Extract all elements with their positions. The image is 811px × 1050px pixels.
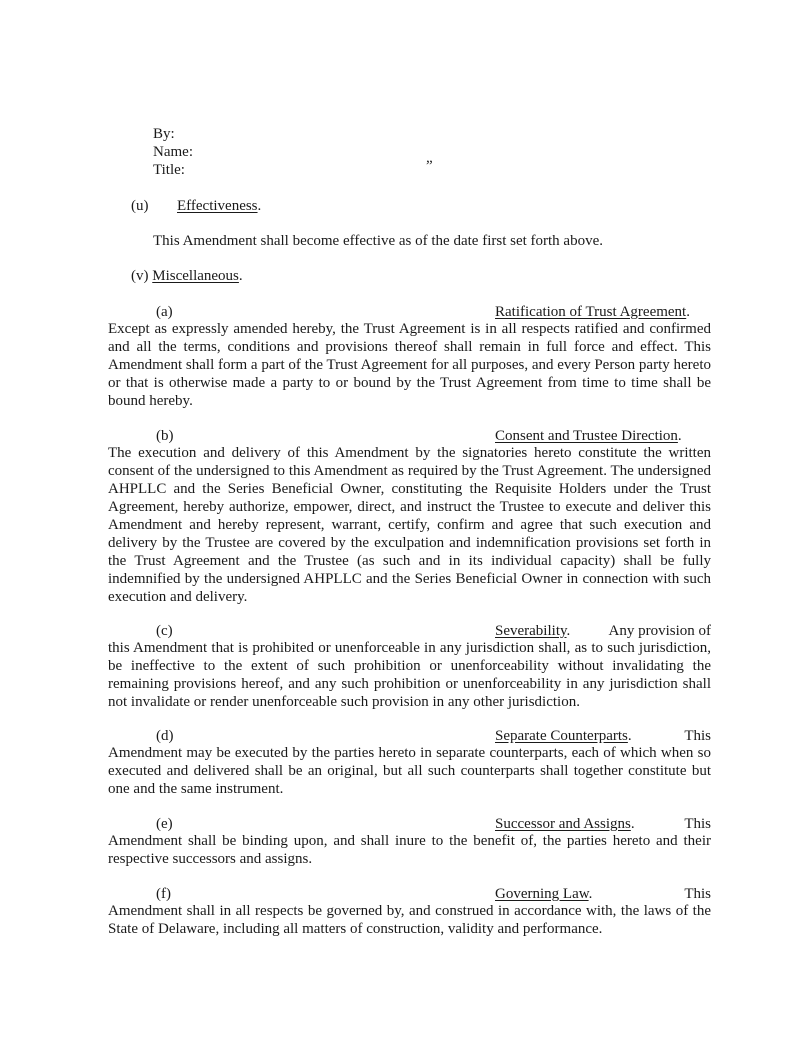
subsection-d-title-punct: .	[627, 728, 632, 744]
subsection-a-title: Ratification of Trust Agreement	[495, 304, 687, 320]
subsection-b-body: The execution and delivery of this Amendment by the signatories hereto constitute the written consent of the undersigned to this Amendment as required by the Trust Agreement. The undersigned AHPLLC and the Series Beneficial Owner, constituting the Requisite Holders under the Trust Agreement, hereby authorize, empower, direct, and instruct the Trustee to execute and deliver this Amendment and hereby represent, warrant, certify, confirm and agree that such execution and delivery by the Trustee are covered by the exculpation and indemnification provisions set forth in the Trust Agreement and the Trustee (as such and in its individual capacity) shall be fully indemnified by the undersigned AHPLLC and the Series Beneficial Owner in connection with such execution and delivery.	[108, 445, 711, 605]
section-v-heading-text: Miscellaneous	[152, 268, 239, 284]
subsection-a-label: (a)	[156, 304, 173, 320]
subsection-e-heading	[108, 815, 711, 833]
subsection-f-tail: This	[684, 886, 711, 902]
section-u-heading	[177, 197, 261, 215]
subsection-d-body: Amendment may be executed by the parties hereto in separate counterparts, each of which when so executed and delivered shall be an original, but all such counterparts shall together constitute but one and the same instrument.	[108, 745, 711, 797]
subsection-c-tail: Any provision of	[608, 623, 711, 639]
subsection-b-label: (b)	[156, 428, 174, 444]
subsection-c-heading	[108, 622, 711, 640]
subsection-d-title: Separate Counterparts	[495, 728, 628, 744]
subsection-a-heading	[108, 303, 711, 321]
subsection-f-title-punct: .	[588, 886, 593, 902]
subsection-e-title-wrap	[495, 815, 635, 833]
by-label: By:	[153, 126, 175, 142]
subsection-d-title-wrap	[495, 727, 632, 745]
subsection-c-body: this Amendment that is prohibited or unenforceable in any jurisdiction shall, as to such jurisdiction, be ineffective to the extent of such prohibition or unenforceability without invalidating the remaining provisions hereof, and any such prohibition or unenforceability in any jurisdiction shall not invalidate or render unenforceable such provision in any other jurisdiction.	[108, 640, 711, 710]
section-u-heading-punct: .	[257, 198, 262, 214]
subsection-c-title-wrap	[495, 622, 570, 640]
subsection-f-title: Governing Law	[495, 886, 589, 902]
subsection-f-heading	[108, 885, 711, 903]
subsection-e-title: Successor and Assigns	[495, 816, 631, 832]
subsection-b-title-punct: .	[677, 428, 682, 444]
subsection-e-title-punct: .	[630, 816, 635, 832]
section-v-heading-punct: .	[238, 268, 243, 284]
section-u-body: This Amendment shall become effective as of the date first set forth above.	[153, 233, 603, 249]
section-v-heading	[131, 267, 243, 285]
name-label: Name:	[153, 144, 193, 160]
subsection-c-title-punct: .	[566, 623, 571, 639]
subsection-a-title-wrap	[495, 303, 690, 321]
subsection-c-label: (c)	[156, 623, 173, 639]
subsection-f-label: (f)	[156, 886, 171, 902]
subsection-b-title: Consent and Trustee Direction	[495, 428, 678, 444]
subsection-c-title: Severability	[495, 623, 567, 639]
subsection-b-heading	[108, 427, 711, 445]
subsection-e-label: (e)	[156, 816, 173, 832]
subsection-f-title-wrap	[495, 885, 592, 903]
subsection-a-title-punct: .	[686, 304, 690, 320]
subsection-d-label: (d)	[156, 728, 174, 744]
title-label: Title:	[153, 162, 185, 178]
section-u-heading-text: Effectiveness	[177, 198, 258, 214]
subsection-e-body: Amendment shall be binding upon, and shall inure to the benefit of, the parties hereto and their respective successors and assigns.	[108, 833, 711, 867]
closing-quote: ”	[426, 158, 433, 174]
subsection-a-body: Except as expressly amended hereby, the Trust Agreement is in all respects ratified and confirmed and all the terms, conditions and provisions thereof shall remain in full force and effect. This Amendment shall form a part of the Trust Agreement for all purposes, and every Person party hereto or that is otherwise made a party to or bound by the Trust Agreement from time to time shall be bound hereby.	[108, 321, 711, 409]
subsection-f-body: Amendment shall in all respects be governed by, and construed in accordance with, the laws of the State of Delaware, including all matters of construction, validity and performance.	[108, 903, 711, 937]
subsection-b-title-wrap	[495, 427, 682, 445]
subsection-d-tail: This	[684, 728, 711, 744]
section-v-label: (v)	[131, 268, 149, 284]
section-u-label: (u)	[131, 198, 149, 214]
subsection-d-heading	[108, 727, 711, 745]
subsection-e-tail: This	[684, 816, 711, 832]
